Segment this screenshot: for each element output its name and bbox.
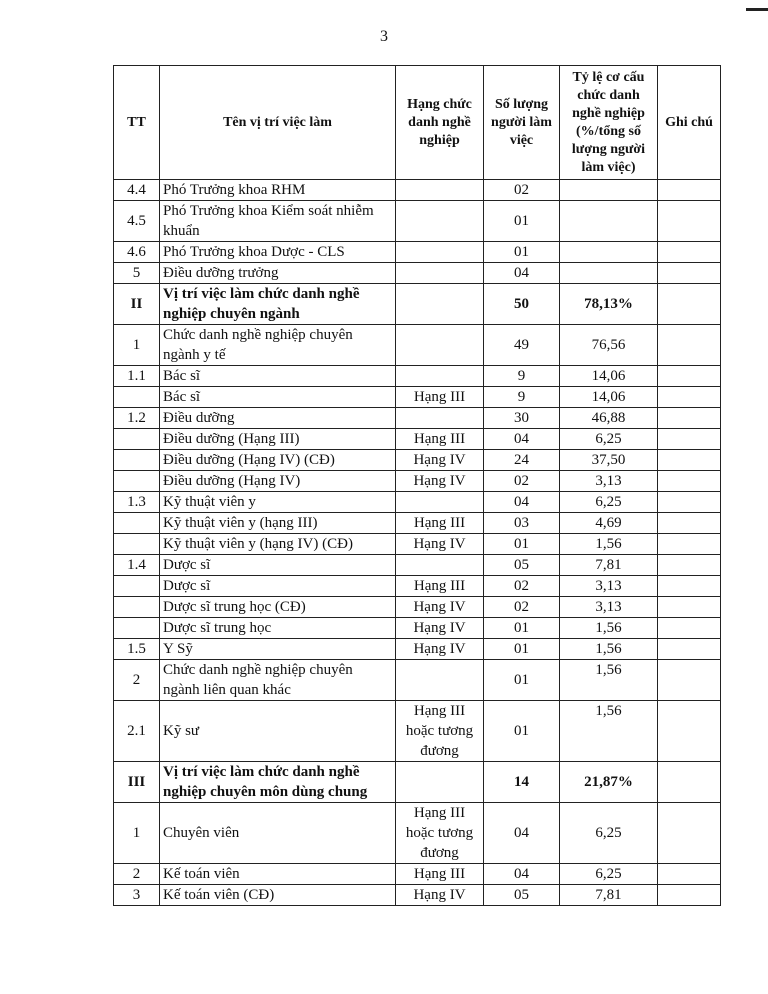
table-row: [114, 242, 721, 263]
cell-rank: Hạng III: [396, 513, 484, 534]
cell-ratio: 3,13: [560, 471, 658, 492]
cell-ratio: 78,13%: [560, 284, 658, 325]
cell-rank: Hạng IV: [396, 618, 484, 639]
cell-ratio: 1,56: [560, 534, 658, 555]
cell-rank: [396, 762, 484, 803]
cell-tt: 1.1: [114, 366, 160, 387]
table-row: [114, 429, 721, 450]
table-row: [114, 885, 721, 906]
cell-tt: [114, 534, 160, 555]
cell-ratio: 7,81: [560, 555, 658, 576]
table-row: [114, 597, 721, 618]
cell-headcount: 05: [484, 885, 560, 906]
cell-tt: II: [114, 284, 160, 325]
cell-rank: Hạng III hoặc tương đương: [396, 701, 484, 762]
cell-position-name: Điều dưỡng trưởng: [160, 263, 396, 284]
cell-headcount: 04: [484, 263, 560, 284]
cell-ratio: 6,25: [560, 492, 658, 513]
cell-headcount: 04: [484, 429, 560, 450]
cell-note: [658, 864, 721, 885]
table-row: [114, 366, 721, 387]
table-row: [114, 555, 721, 576]
cell-note: [658, 387, 721, 408]
cell-ratio: 6,25: [560, 864, 658, 885]
cell-headcount: 24: [484, 450, 560, 471]
cell-rank: [396, 242, 484, 263]
cell-rank: [396, 263, 484, 284]
cell-headcount: 01: [484, 701, 560, 762]
cell-position-name: Điều dưỡng (Hạng IV): [160, 471, 396, 492]
cell-note: [658, 471, 721, 492]
cell-position-name: Dược sĩ trung học: [160, 618, 396, 639]
header-rank: Hạng chức danh nghề nghiệp: [396, 66, 484, 180]
cell-position-name: Điều dưỡng: [160, 408, 396, 429]
cell-tt: 1: [114, 803, 160, 864]
table-row: [114, 450, 721, 471]
cell-note: [658, 263, 721, 284]
cell-note: [658, 242, 721, 263]
section-row: [114, 762, 721, 803]
table-row: [114, 660, 721, 701]
cell-headcount: 04: [484, 864, 560, 885]
cell-rank: Hạng IV: [396, 597, 484, 618]
cell-ratio: 1,56: [560, 701, 658, 762]
cell-tt: [114, 576, 160, 597]
cell-note: [658, 555, 721, 576]
cell-note: [658, 618, 721, 639]
cell-headcount: 04: [484, 492, 560, 513]
cell-headcount: 05: [484, 555, 560, 576]
cell-note: [658, 450, 721, 471]
cell-tt: [114, 513, 160, 534]
page-number: 3: [380, 28, 388, 45]
cell-position-name: Bác sĩ: [160, 387, 396, 408]
table-row: [114, 263, 721, 284]
cell-headcount: 9: [484, 366, 560, 387]
cell-tt: 5: [114, 263, 160, 284]
table-row: [114, 618, 721, 639]
cell-rank: [396, 366, 484, 387]
cell-position-name: Chức danh nghề nghiệp chuyên ngành liên quan khác: [160, 660, 396, 701]
cell-rank: [396, 180, 484, 201]
table-row: [114, 701, 721, 762]
cell-ratio: 46,88: [560, 408, 658, 429]
table-row: [114, 471, 721, 492]
cell-note: [658, 492, 721, 513]
cell-rank: [396, 555, 484, 576]
cell-position-name: Chức danh nghề nghiệp chuyên ngành y tế: [160, 325, 396, 366]
cell-tt: 1.3: [114, 492, 160, 513]
cell-tt: 4.4: [114, 180, 160, 201]
cell-rank: [396, 284, 484, 325]
cell-note: [658, 639, 721, 660]
scan-corner-mark: [746, 8, 768, 11]
cell-note: [658, 885, 721, 906]
cell-tt: [114, 618, 160, 639]
cell-note: [658, 429, 721, 450]
cell-tt: 1: [114, 325, 160, 366]
cell-rank: [396, 492, 484, 513]
cell-note: [658, 513, 721, 534]
cell-position-name: Kế toán viên: [160, 864, 396, 885]
table-row: [114, 639, 721, 660]
table-body: [114, 180, 721, 906]
cell-position-name: Kỹ thuật viên y (hạng IV) (CĐ): [160, 534, 396, 555]
table-row: [114, 513, 721, 534]
cell-rank: Hạng IV: [396, 639, 484, 660]
header-position-name: Tên vị trí việc làm: [160, 66, 396, 180]
table-row: [114, 534, 721, 555]
header-ratio: Tỷ lệ cơ cấu chức danh nghề nghiệp (%/tổng số lượng người làm việc): [560, 66, 658, 180]
cell-rank: [396, 201, 484, 242]
table-row: [114, 864, 721, 885]
header-headcount: Số lượng người làm việc: [484, 66, 560, 180]
cell-note: [658, 180, 721, 201]
cell-tt: 1.5: [114, 639, 160, 660]
cell-ratio: 1,56: [560, 639, 658, 660]
cell-note: [658, 576, 721, 597]
cell-rank: Hạng IV: [396, 534, 484, 555]
cell-position-name: Kế toán viên (CĐ): [160, 885, 396, 906]
cell-position-name: Kỹ sư: [160, 701, 396, 762]
cell-ratio: 6,25: [560, 429, 658, 450]
cell-tt: 2: [114, 864, 160, 885]
cell-position-name: Vị trí việc làm chức danh nghề nghiệp chuyên ngành: [160, 284, 396, 325]
header-note: Ghi chú: [658, 66, 721, 180]
cell-position-name: Điều dưỡng (Hạng III): [160, 429, 396, 450]
cell-headcount: 04: [484, 803, 560, 864]
cell-tt: [114, 387, 160, 408]
cell-position-name: Điều dưỡng (Hạng IV) (CĐ): [160, 450, 396, 471]
cell-position-name: Phó Trưởng khoa RHM: [160, 180, 396, 201]
cell-note: [658, 534, 721, 555]
cell-headcount: 14: [484, 762, 560, 803]
table-row: [114, 180, 721, 201]
cell-ratio: 1,56: [560, 660, 658, 701]
cell-position-name: Phó Trưởng khoa Dược - CLS: [160, 242, 396, 263]
table-row: [114, 408, 721, 429]
cell-headcount: 49: [484, 325, 560, 366]
cell-ratio: [560, 242, 658, 263]
cell-note: [658, 408, 721, 429]
cell-headcount: 02: [484, 180, 560, 201]
cell-note: [658, 366, 721, 387]
cell-note: [658, 762, 721, 803]
cell-note: [658, 284, 721, 325]
cell-position-name: Y Sỹ: [160, 639, 396, 660]
cell-headcount: 02: [484, 576, 560, 597]
table-row: [114, 803, 721, 864]
section-row: [114, 284, 721, 325]
cell-ratio: [560, 263, 658, 284]
cell-note: [658, 660, 721, 701]
header-tt: TT: [114, 66, 160, 180]
cell-rank: Hạng III hoặc tương đương: [396, 803, 484, 864]
cell-ratio: 1,56: [560, 618, 658, 639]
cell-note: [658, 201, 721, 242]
cell-position-name: Dược sĩ: [160, 555, 396, 576]
cell-headcount: 01: [484, 660, 560, 701]
cell-ratio: 14,06: [560, 387, 658, 408]
cell-note: [658, 803, 721, 864]
cell-headcount: 01: [484, 534, 560, 555]
cell-rank: [396, 660, 484, 701]
cell-tt: [114, 471, 160, 492]
cell-rank: Hạng III: [396, 576, 484, 597]
cell-position-name: Kỹ thuật viên y: [160, 492, 396, 513]
cell-tt: 4.6: [114, 242, 160, 263]
cell-ratio: 76,56: [560, 325, 658, 366]
cell-note: [658, 597, 721, 618]
cell-ratio: 37,50: [560, 450, 658, 471]
cell-ratio: 4,69: [560, 513, 658, 534]
cell-tt: 3: [114, 885, 160, 906]
cell-headcount: 02: [484, 471, 560, 492]
table-row: [114, 325, 721, 366]
cell-rank: Hạng IV: [396, 471, 484, 492]
table-row: [114, 492, 721, 513]
table-row: [114, 576, 721, 597]
table-row: [114, 201, 721, 242]
cell-position-name: Dược sĩ trung học (CĐ): [160, 597, 396, 618]
cell-rank: Hạng III: [396, 429, 484, 450]
cell-position-name: Bác sĩ: [160, 366, 396, 387]
cell-ratio: 21,87%: [560, 762, 658, 803]
job-position-table: [113, 65, 721, 906]
cell-headcount: 02: [484, 597, 560, 618]
cell-headcount: 03: [484, 513, 560, 534]
cell-ratio: 3,13: [560, 576, 658, 597]
cell-ratio: [560, 201, 658, 242]
cell-rank: Hạng IV: [396, 885, 484, 906]
cell-rank: Hạng IV: [396, 450, 484, 471]
cell-rank: [396, 408, 484, 429]
cell-ratio: 3,13: [560, 597, 658, 618]
cell-headcount: 01: [484, 242, 560, 263]
cell-tt: 1.2: [114, 408, 160, 429]
cell-position-name: Kỹ thuật viên y (hạng III): [160, 513, 396, 534]
cell-tt: [114, 597, 160, 618]
cell-tt: [114, 450, 160, 471]
cell-position-name: Dược sĩ: [160, 576, 396, 597]
cell-headcount: 01: [484, 201, 560, 242]
cell-ratio: 7,81: [560, 885, 658, 906]
table-header-row: [114, 66, 721, 180]
cell-position-name: Vị trí việc làm chức danh nghề nghiệp chuyên môn dùng chung: [160, 762, 396, 803]
cell-rank: [396, 325, 484, 366]
cell-tt: III: [114, 762, 160, 803]
cell-tt: 2: [114, 660, 160, 701]
cell-note: [658, 701, 721, 762]
cell-headcount: 01: [484, 618, 560, 639]
cell-ratio: [560, 180, 658, 201]
cell-position-name: Chuyên viên: [160, 803, 396, 864]
cell-ratio: 6,25: [560, 803, 658, 864]
cell-tt: 4.5: [114, 201, 160, 242]
cell-headcount: 01: [484, 639, 560, 660]
cell-tt: 1.4: [114, 555, 160, 576]
cell-rank: Hạng III: [396, 864, 484, 885]
cell-tt: [114, 429, 160, 450]
cell-headcount: 30: [484, 408, 560, 429]
table-row: [114, 387, 721, 408]
cell-ratio: 14,06: [560, 366, 658, 387]
cell-position-name: Phó Trưởng khoa Kiểm soát nhiễm khuẩn: [160, 201, 396, 242]
cell-tt: 2.1: [114, 701, 160, 762]
cell-headcount: 50: [484, 284, 560, 325]
cell-note: [658, 325, 721, 366]
cell-rank: Hạng III: [396, 387, 484, 408]
cell-headcount: 9: [484, 387, 560, 408]
